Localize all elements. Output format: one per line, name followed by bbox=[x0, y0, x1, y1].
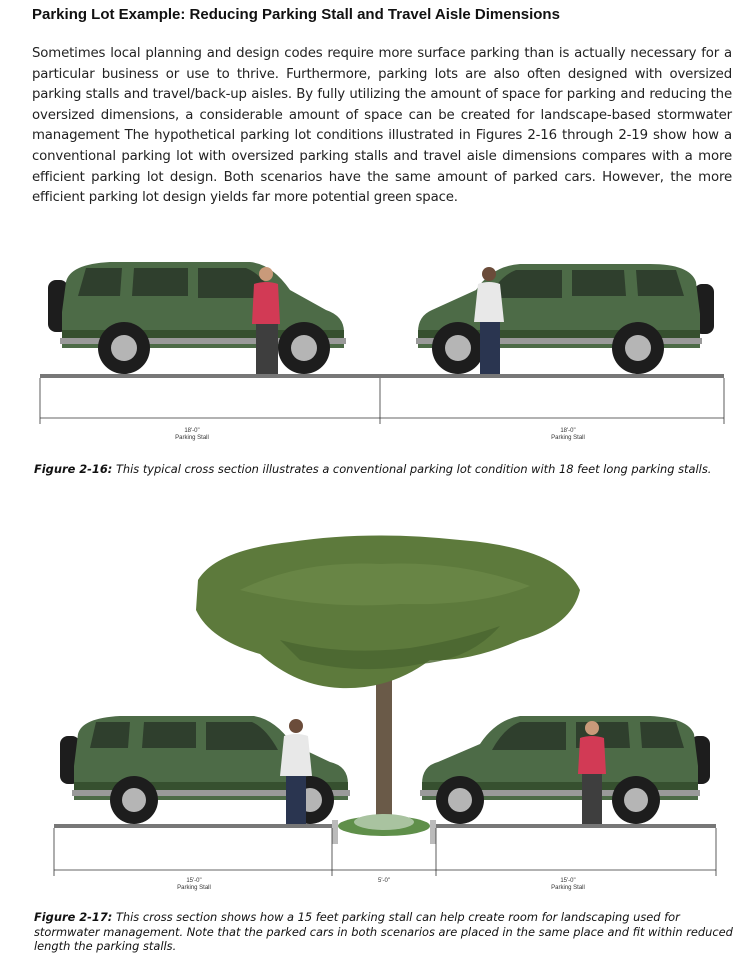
person-head bbox=[289, 719, 303, 733]
page-title: Parking Lot Example: Reducing Parking Stall and Travel Aisle Dimensions bbox=[32, 6, 560, 23]
car-window bbox=[90, 722, 130, 748]
figure-2-17-illustration bbox=[0, 530, 756, 905]
car-window bbox=[572, 270, 626, 296]
caption-label: Figure 2-17: bbox=[34, 910, 113, 924]
right-car bbox=[420, 716, 710, 824]
car-hubcap bbox=[448, 788, 472, 812]
person-head bbox=[585, 721, 599, 735]
car-window bbox=[142, 722, 196, 748]
curb-left bbox=[332, 820, 338, 844]
person-head bbox=[259, 267, 273, 281]
person-pants bbox=[286, 776, 306, 824]
person-shirt bbox=[252, 282, 280, 324]
person-shirt bbox=[280, 734, 312, 776]
dimension-lines bbox=[40, 378, 724, 424]
planting-grasses bbox=[354, 814, 414, 830]
caption-text: This cross section shows how a 15 feet parking stall can help create room for landscaping used for stormwater management. Note that the parked cars in both scenarios are placed in the same place and fit within reduced length the parking stalls. bbox=[34, 910, 733, 953]
car-window bbox=[636, 270, 684, 296]
caption-text: This typical cross section illustrates a conventional parking lot condition with 18 feet long parking stalls. bbox=[112, 462, 712, 476]
pavement-surface-left bbox=[54, 824, 332, 828]
car-window bbox=[132, 268, 188, 296]
person-pants bbox=[256, 324, 278, 374]
car-hubcap bbox=[122, 788, 146, 812]
left-stall-dimension: 18'-0" bbox=[184, 428, 200, 434]
car-hubcap bbox=[624, 788, 648, 812]
left-stall-label: Parking Stall bbox=[175, 435, 209, 441]
person-shirt bbox=[474, 282, 504, 322]
caption-label: Figure 2-16: bbox=[34, 462, 113, 476]
figure-2-17 bbox=[0, 530, 756, 905]
curb-right bbox=[430, 820, 436, 844]
right-stall-label: Parking Stall bbox=[551, 885, 585, 891]
figure-2-17-caption bbox=[34, 910, 734, 954]
left-car bbox=[48, 262, 346, 374]
car-hubcap bbox=[445, 335, 471, 361]
figure-2-16 bbox=[0, 252, 756, 452]
right-stall-label: Parking Stall bbox=[551, 435, 585, 441]
person-pants bbox=[582, 774, 602, 824]
car-hubcap bbox=[111, 335, 137, 361]
car-hubcap bbox=[625, 335, 651, 361]
pavement-surface-right bbox=[436, 824, 716, 828]
person-pants bbox=[480, 322, 500, 374]
figure-2-16-illustration bbox=[0, 252, 756, 452]
left-stall-dimension: 15'-0" bbox=[186, 878, 202, 884]
car-hubcap bbox=[291, 335, 317, 361]
left-stall-label: Parking Stall bbox=[177, 885, 211, 891]
right-stall-dimension: 18'-0" bbox=[560, 428, 576, 434]
person-shirt bbox=[578, 736, 606, 774]
planter-dimension: 5'-0" bbox=[378, 878, 390, 884]
figure-2-16-caption bbox=[34, 462, 734, 477]
landscape-planter bbox=[332, 814, 436, 844]
right-stall-dimension: 15'-0" bbox=[560, 878, 576, 884]
right-car bbox=[416, 264, 714, 374]
body-paragraph: Sometimes local planning and design codes require more surface parking than is actually necessary for a particular business or use to thrive. Furthermore, parking lots are also often designed with oversized parking stalls and travel/back-up aisles. By fully utilizing the amount of space for parking and reducing the oversized dimensions, a considerable amount of space can be created for landscape-based stormwater management The hypothetical parking lot conditions illustrated in Figures 2-16 through 2-19 show how a conventional parking lot with oversized parking stalls and travel aisle dimensions compares with a more efficient parking lot design. Both scenarios have the same amount of parked cars. However, the more efficient parking lot design yields far more potential green space. bbox=[32, 46, 732, 206]
person-head bbox=[482, 267, 496, 281]
tree-trunk bbox=[376, 680, 392, 832]
pavement-surface bbox=[40, 374, 724, 378]
